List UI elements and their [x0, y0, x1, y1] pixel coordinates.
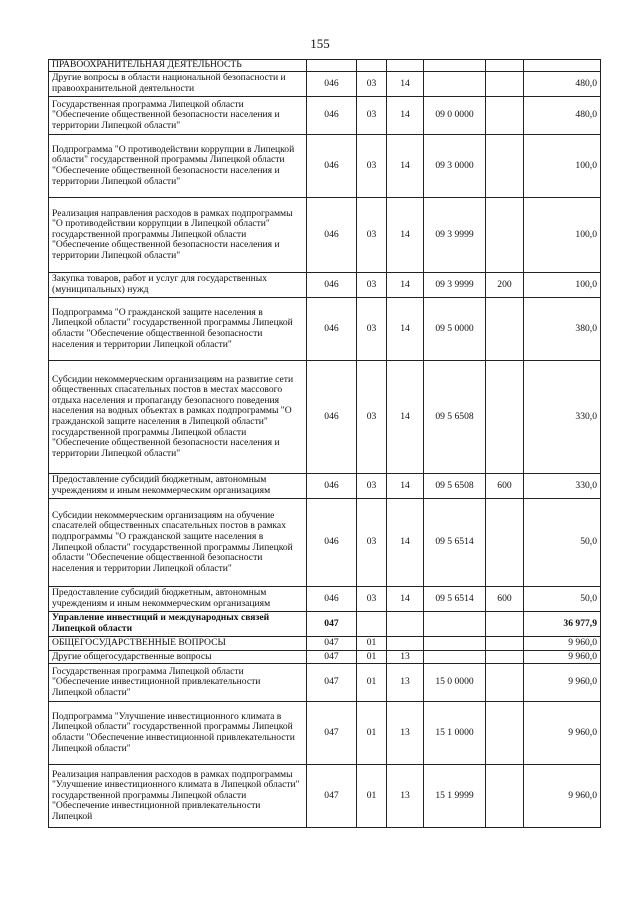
- cell-subsection: 14: [387, 298, 424, 361]
- table-row: [49, 97, 601, 135]
- cell-ved-code: [307, 60, 357, 72]
- cell-expense-type: [486, 612, 524, 637]
- cell-section: 03: [357, 72, 387, 97]
- cell-subsection: 14: [387, 474, 424, 499]
- row-name: Государственная программа Липецкой области "Обеспечение общественной безопасности населения и территории Липецкой области": [49, 97, 307, 135]
- row-name: Закупка товаров, работ и услуг для государственных (муниципальных) нужд: [49, 273, 307, 298]
- row-name: ПРАВООХРАНИТЕЛЬНАЯ ДЕЯТЕЛЬНОСТЬ: [49, 60, 307, 72]
- cell-target-article: 09 5 6508: [424, 474, 486, 499]
- cell-expense-type: [486, 72, 524, 97]
- cell-ved-code: 046: [307, 97, 357, 135]
- page-number: 155: [310, 36, 330, 51]
- row-name: Подпрограмма "Улучшение инвестиционного климата в Липецкой области" государственной программы Липецкой области "Обеспечение инвестиционной привлекательности Липецкой области": [49, 702, 307, 765]
- table-row: [49, 474, 601, 499]
- table-row: [49, 72, 601, 97]
- cell-section: 03: [357, 135, 387, 198]
- table-row: [49, 499, 601, 587]
- cell-expense-type: 600: [486, 474, 524, 499]
- cell-target-article: [424, 651, 486, 664]
- cell-section: [357, 612, 387, 637]
- cell-expense-type: [486, 637, 524, 651]
- cell-amount: 9 960,0: [524, 765, 601, 828]
- cell-subsection: 13: [387, 664, 424, 702]
- cell-expense-type: [486, 198, 524, 273]
- cell-ved-code: 047: [307, 702, 357, 765]
- cell-amount: [524, 60, 601, 72]
- cell-amount: 100,0: [524, 198, 601, 273]
- cell-target-article: 09 5 6514: [424, 587, 486, 612]
- cell-amount: 9 960,0: [524, 664, 601, 702]
- cell-expense-type: [486, 60, 524, 72]
- cell-expense-type: 200: [486, 273, 524, 298]
- row-name: Предоставление субсидий бюджетным, автономным учреждениям и иным некоммерческим организациям: [49, 474, 307, 499]
- row-name: Управление инвестиций и международных связей Липецкой области: [49, 612, 307, 637]
- cell-subsection: 14: [387, 97, 424, 135]
- cell-ved-code: 046: [307, 298, 357, 361]
- cell-section: 03: [357, 361, 387, 474]
- cell-target-article: [424, 637, 486, 651]
- cell-subsection: 13: [387, 702, 424, 765]
- cell-subsection: [387, 637, 424, 651]
- budget-table-body: [49, 60, 601, 828]
- cell-expense-type: [486, 702, 524, 765]
- cell-ved-code: 047: [307, 612, 357, 637]
- cell-subsection: 14: [387, 72, 424, 97]
- cell-target-article: 09 3 9999: [424, 273, 486, 298]
- cell-target-article: [424, 72, 486, 97]
- table-row: [49, 198, 601, 273]
- cell-section: [357, 60, 387, 72]
- cell-section: 03: [357, 97, 387, 135]
- row-name: Реализация направления расходов в рамках подпрограммы "О противодействии коррупции в Липецкой области" государственной программы Липецкой области "Обеспечение общественной безопасности населения и территории Липецкой области": [49, 198, 307, 273]
- table-row: [49, 702, 601, 765]
- cell-expense-type: [486, 765, 524, 828]
- table-row: [49, 135, 601, 198]
- cell-section: 03: [357, 499, 387, 587]
- cell-subsection: 14: [387, 499, 424, 587]
- cell-section: 01: [357, 637, 387, 651]
- cell-target-article: 09 0 0000: [424, 97, 486, 135]
- table-row: [49, 664, 601, 702]
- cell-target-article: 15 1 9999: [424, 765, 486, 828]
- cell-amount: 480,0: [524, 97, 601, 135]
- cell-amount: 50,0: [524, 499, 601, 587]
- cell-target-article: 09 5 6514: [424, 499, 486, 587]
- row-name: Субсидии некоммерческим организациям на развитие сети общественных спасательных постов в местах массового отдыха населения и пропаганду безопасного поведения населения на водных объектах в рамках подпрограммы "О гражданской защите населения в Липецкой области" государственной программы Липецкой области "Обеспечение общественной безопасности населения и территории Липецкой области": [49, 361, 307, 474]
- cell-amount: 100,0: [524, 135, 601, 198]
- cell-ved-code: 047: [307, 664, 357, 702]
- cell-section: 01: [357, 765, 387, 828]
- cell-target-article: 09 5 6508: [424, 361, 486, 474]
- row-name: Подпрограмма "О противодействии коррупции в Липецкой области" государственной программы Липецкой области "Обеспечение общественной безопасности населения и территории Липецкой области": [49, 135, 307, 198]
- cell-expense-type: 600: [486, 587, 524, 612]
- cell-subsection: 13: [387, 765, 424, 828]
- cell-subsection: 14: [387, 361, 424, 474]
- cell-ved-code: 046: [307, 198, 357, 273]
- table-row: [49, 60, 601, 72]
- cell-ved-code: 046: [307, 361, 357, 474]
- cell-ved-code: 047: [307, 637, 357, 651]
- cell-section: 03: [357, 273, 387, 298]
- cell-section: 01: [357, 651, 387, 664]
- table-row: [49, 637, 601, 651]
- row-name: Субсидии некоммерческим организациям на обучение спасателей общественных спасательных постов в рамках подпрограммы "О гражданской защите населения в Липецкой области" государственной программы Липецкой области "Обеспечение общественной безопасности населения и территории Липецкой области": [49, 499, 307, 587]
- table-row: [49, 298, 601, 361]
- row-name: Другие вопросы в области национальной безопасности и правоохранительной деятельности: [49, 72, 307, 97]
- table-row: [49, 361, 601, 474]
- table-row: [49, 612, 601, 637]
- cell-ved-code: 046: [307, 135, 357, 198]
- cell-target-article: 15 0 0000: [424, 664, 486, 702]
- cell-ved-code: 047: [307, 765, 357, 828]
- cell-subsection: 13: [387, 651, 424, 664]
- cell-section: 01: [357, 664, 387, 702]
- table-row: [49, 765, 601, 828]
- table-row: [49, 651, 601, 664]
- cell-amount: 480,0: [524, 72, 601, 97]
- cell-ved-code: 047: [307, 651, 357, 664]
- cell-subsection: [387, 60, 424, 72]
- cell-target-article: 15 1 0000: [424, 702, 486, 765]
- cell-ved-code: 046: [307, 587, 357, 612]
- cell-section: 03: [357, 587, 387, 612]
- cell-amount: 100,0: [524, 273, 601, 298]
- budget-table: [48, 59, 601, 828]
- row-name: Государственная программа Липецкой области "Обеспечение инвестиционной привлекательности Липецкой области": [49, 664, 307, 702]
- cell-expense-type: [486, 499, 524, 587]
- cell-section: 03: [357, 298, 387, 361]
- row-name: Предоставление субсидий бюджетным, автономным учреждениям и иным некоммерческим организациям: [49, 587, 307, 612]
- cell-amount: 330,0: [524, 474, 601, 499]
- cell-section: 01: [357, 702, 387, 765]
- cell-subsection: [387, 612, 424, 637]
- cell-amount: 36 977,9: [524, 612, 601, 637]
- cell-expense-type: [486, 651, 524, 664]
- cell-amount: 330,0: [524, 361, 601, 474]
- cell-target-article: [424, 60, 486, 72]
- cell-ved-code: 046: [307, 499, 357, 587]
- cell-amount: 9 960,0: [524, 702, 601, 765]
- cell-expense-type: [486, 664, 524, 702]
- cell-ved-code: 046: [307, 273, 357, 298]
- cell-subsection: 14: [387, 198, 424, 273]
- table-row: [49, 587, 601, 612]
- cell-amount: 380,0: [524, 298, 601, 361]
- cell-amount: 9 960,0: [524, 637, 601, 651]
- cell-expense-type: [486, 298, 524, 361]
- cell-ved-code: 046: [307, 474, 357, 499]
- cell-expense-type: [486, 97, 524, 135]
- row-name: Другие общегосударственные вопросы: [49, 651, 307, 664]
- cell-target-article: 09 5 0000: [424, 298, 486, 361]
- row-name: Реализация направления расходов в рамках подпрограммы "Улучшение инвестиционного климата в Липецкой области" государственной программы Липецкой области "Обеспечение инвестиционной привлекательности Липецкой: [49, 765, 307, 828]
- cell-amount: 9 960,0: [524, 651, 601, 664]
- table-row: [49, 273, 601, 298]
- cell-subsection: 14: [387, 273, 424, 298]
- cell-target-article: 09 3 9999: [424, 198, 486, 273]
- cell-amount: 50,0: [524, 587, 601, 612]
- cell-target-article: [424, 612, 486, 637]
- cell-section: 03: [357, 198, 387, 273]
- cell-expense-type: [486, 135, 524, 198]
- cell-subsection: 14: [387, 135, 424, 198]
- cell-subsection: 14: [387, 587, 424, 612]
- row-name: Подпрограмма "О гражданской защите населения в Липецкой области" государственной программы Липецкой области "Обеспечение общественной безопасности населения и территории Липецкой области": [49, 298, 307, 361]
- cell-expense-type: [486, 361, 524, 474]
- row-name: ОБЩЕГОСУДАРСТВЕННЫЕ ВОПРОСЫ: [49, 637, 307, 651]
- cell-section: 03: [357, 474, 387, 499]
- cell-target-article: 09 3 0000: [424, 135, 486, 198]
- cell-ved-code: 046: [307, 72, 357, 97]
